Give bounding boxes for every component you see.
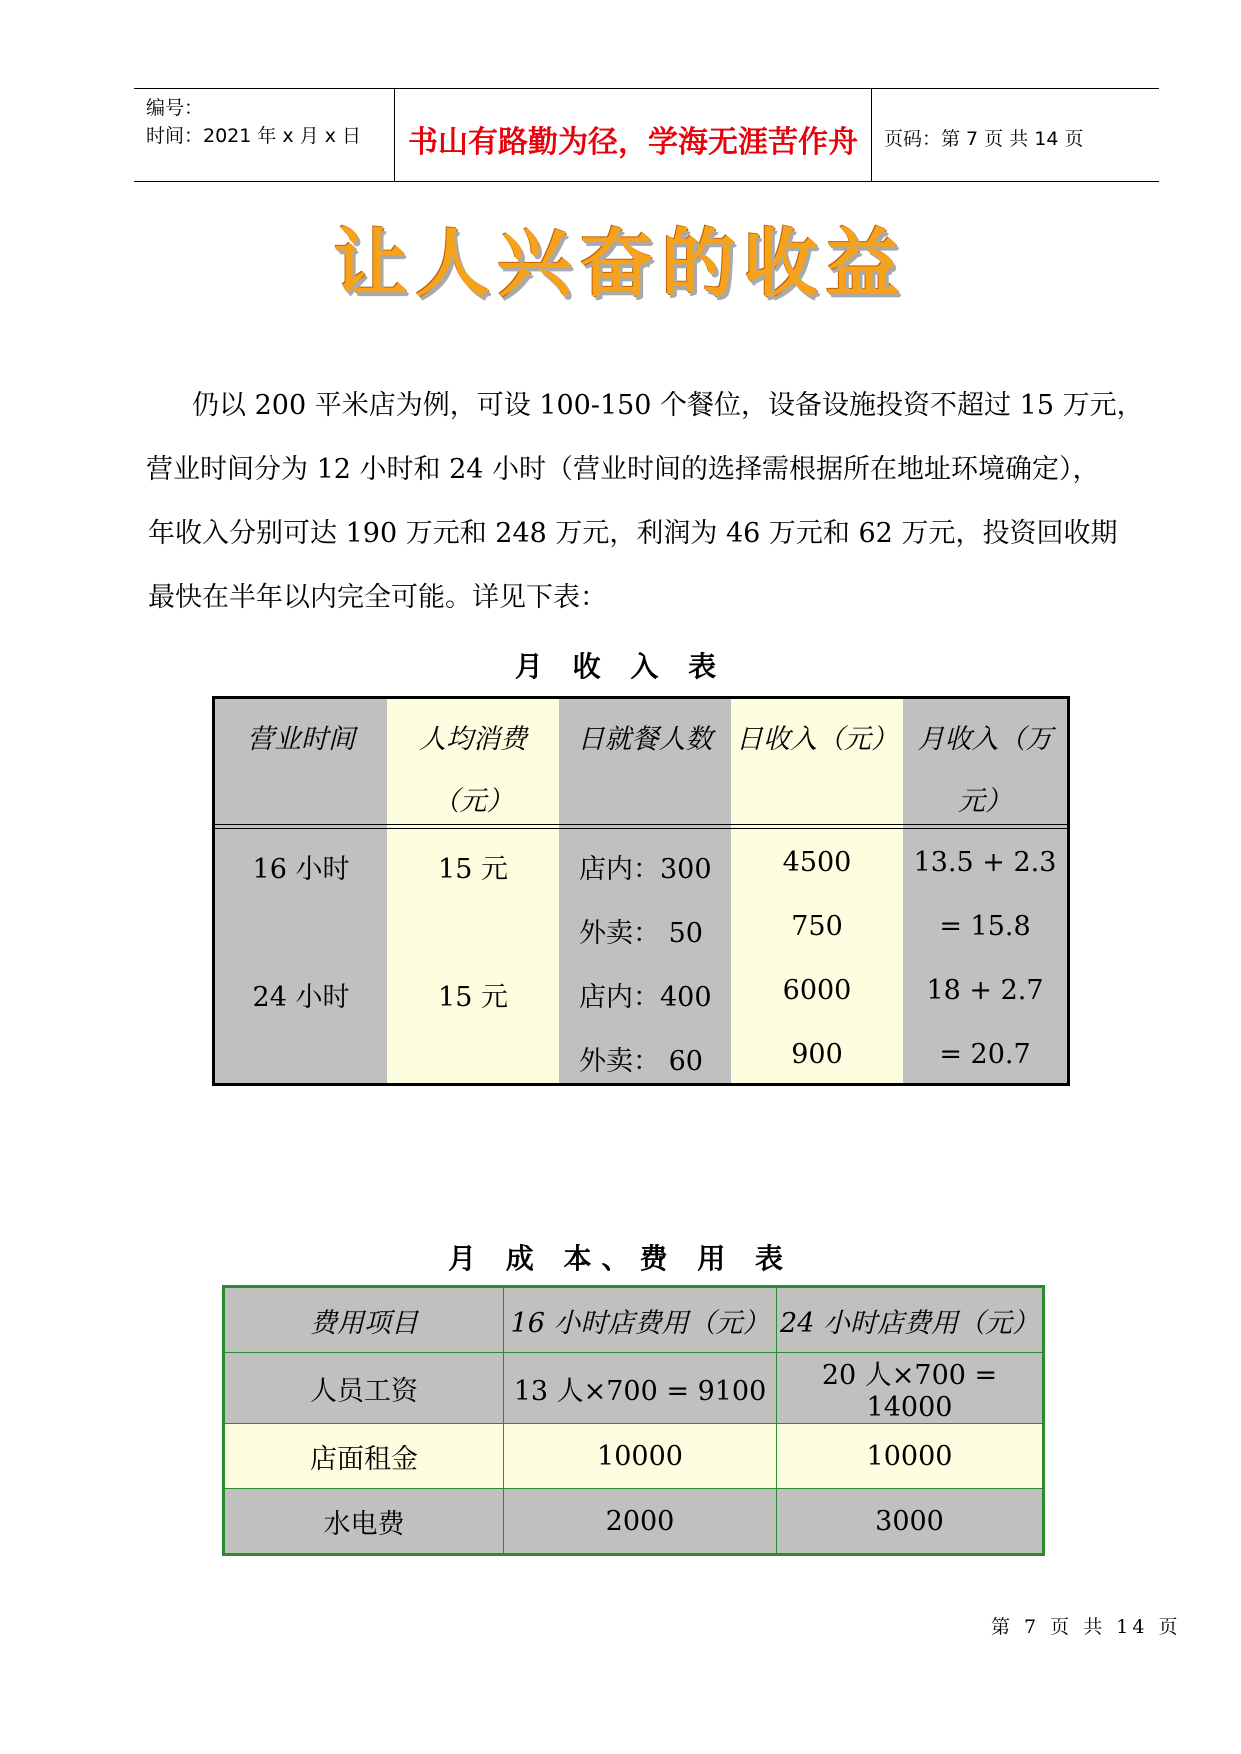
col-monthly-income [903,699,1067,1083]
cell-item: 人员工资 [224,1353,504,1424]
paragraph-line: 营业时间分为 12 小时和 24 小时（营业时间的选择需根据所在地址环境确定）， [146,454,1100,485]
cell-hours-1: 16 小时 [252,854,350,885]
cell-month-2b: = 20.7 [939,1039,1031,1070]
cell-item: 水电费 [224,1489,504,1555]
table-row [224,1353,1044,1424]
header-diners: 日就餐人数 [577,724,713,755]
income-table-caption: 月 收 入 表 [514,650,727,683]
cell-avg-1: 15 元 [438,854,508,885]
body-paragraph [148,374,1160,630]
header-monthly-income: 月收入（万 [917,724,1053,755]
cell-takeout-income-1: 750 [791,911,843,942]
cell-inside-income-1: 4500 [782,847,852,878]
cell-month-1a: 13.5 + 2.3 [913,847,1057,878]
page-header [134,88,1159,182]
table-row [224,1424,1044,1489]
page-footer: 第 7 页 共 14 页 [991,1616,1182,1638]
cell-24h: 10000 [777,1424,1044,1489]
col-avg [387,699,559,1083]
paragraph-line: 最快在半年以内完全可能。详见下表： [148,582,607,613]
table-header-row [224,1287,1044,1353]
cost-table-caption: 月 成 本、费 用 表 [448,1242,793,1275]
header-16h: 16 小时店费用（元） [504,1287,777,1353]
header-time: 时间：2021 年 x 月 x 日 [146,125,362,147]
cost-table [222,1285,1045,1556]
page-title: 让人兴奋的收益 [333,221,908,307]
cell-inside-2: 店内：400 [579,982,712,1013]
cell-24h: 3000 [777,1489,1044,1555]
header-24h: 24 小时店费用（元） [777,1287,1044,1353]
header-item: 费用项目 [224,1287,504,1353]
col-diners [559,699,731,1083]
paragraph-line: 年收入分别可达 190 万元和 248 万元，利润为 46 万元和 62 万元，投资回收期 [148,518,1118,549]
col-daily-income [731,699,903,1083]
header-monthly-income-unit: 元） [958,786,1012,817]
cell-takeout-2: 外卖： 60 [579,1046,703,1077]
header-number: 编号： [146,97,204,119]
header-daily-income: 日收入（元） [736,724,898,755]
cell-item: 店面租金 [224,1424,504,1489]
header-avg: 人均消费 [419,724,527,755]
cell-month-2a: 18 + 2.7 [926,975,1044,1006]
header-motto: 书山有路勤为径，学海无涯苦作舟 [408,125,858,160]
header-page-cell [872,89,1159,181]
header-avg-unit: （元） [432,786,514,817]
table-row [224,1489,1044,1555]
col-hours [215,699,387,1083]
cell-inside-1: 店内：300 [579,854,712,885]
income-table [212,696,1070,1086]
header-page: 页码：第 7 页 共 14 页 [884,128,1084,150]
cell-hours-2: 24 小时 [252,982,350,1013]
cell-16h: 10000 [504,1424,777,1489]
cell-avg-2: 15 元 [438,982,508,1013]
cell-16h: 2000 [504,1489,777,1555]
header-motto-cell [395,89,872,181]
cell-24h: 20 人×700 = 14000 [777,1353,1044,1424]
cell-takeout-1: 外卖： 50 [579,918,703,949]
header-hours: 营业时间 [247,724,355,755]
cell-month-1b: = 15.8 [939,911,1031,942]
header-separator [215,824,1067,829]
cell-16h: 13 人×700 = 9100 [504,1353,777,1424]
cell-takeout-income-2: 900 [791,1039,843,1070]
paragraph-line: 仍以 200 平米店为例，可设 100-150 个餐位，设备设施投资不超过 15 万元， [192,390,1144,421]
cell-inside-income-2: 6000 [782,975,852,1006]
header-info-cell [134,89,395,181]
